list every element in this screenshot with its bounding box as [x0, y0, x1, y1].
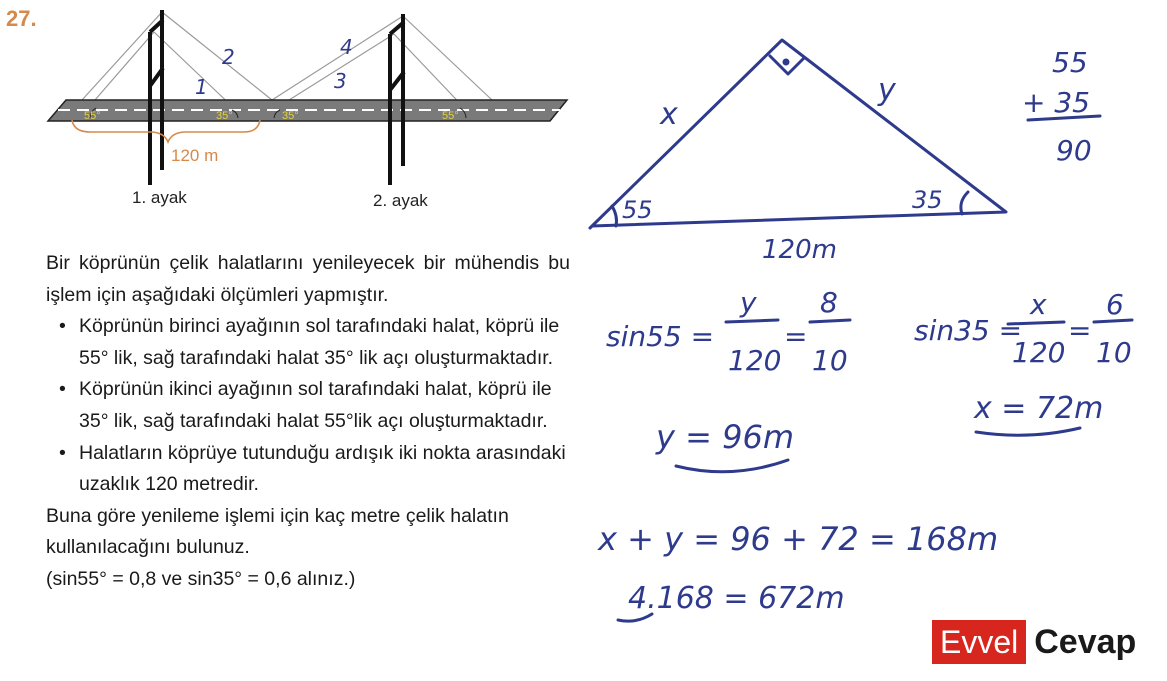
triangle-angle-35: 35	[912, 186, 943, 214]
list-item: • Köprünün ikinci ayağının sol tarafındaki halat, köprü ile 35° lik, sağ tarafındaki halat 55°lik açı oluşturmaktadır.	[46, 374, 570, 437]
angle-sum-b: + 35	[1022, 86, 1090, 119]
eq2-den: 120	[1012, 336, 1066, 369]
problem-text	[46, 248, 570, 596]
eq2-lhs: sin35 =	[914, 314, 1023, 347]
eq1-num2: 8	[820, 286, 838, 319]
angle-label-4: 55°	[442, 110, 459, 122]
triangle-side-y: y	[878, 73, 896, 108]
eq2-num: x	[1030, 288, 1047, 321]
cable-number-1: 1	[195, 75, 208, 99]
pillar-label-2: 2. ayak	[373, 191, 428, 210]
question-number: 27.	[6, 6, 37, 31]
result-y: y = 96m	[656, 418, 794, 456]
sum-equation: x + y = 96 + 72 = 168m	[598, 520, 999, 558]
cable-number-4: 4	[340, 35, 353, 59]
handwritten-solution	[580, 20, 1167, 630]
problem-intro: Bir köprünün çelik halatlarını yenileyecek bir mühendis bu işlem için aşağıdaki ölçümleri yapmıştır.	[46, 252, 570, 306]
triangle-angle-55: 55	[622, 196, 653, 224]
cables	[82, 12, 492, 114]
problem-question: Buna göre yenileme işlemi için kaç metre çelik halatın kullanılacağını bulunuz.	[46, 504, 509, 559]
cable-number-2: 2	[222, 45, 235, 69]
eq2-num2: 6	[1106, 288, 1124, 321]
logo-evvel: Evvel	[932, 620, 1026, 664]
logo-cevap: Cevap	[1034, 622, 1137, 661]
angle-label-3: 35°	[282, 110, 299, 122]
list-item: • Halatların köprüye tutunduğu ardışık iki nokta arasındaki uzaklık 120 metredir.	[46, 438, 570, 501]
measurement-list	[46, 311, 570, 501]
brand-logo	[932, 620, 1136, 664]
eq1-den2: 10	[812, 344, 848, 377]
eq1-num: y	[740, 286, 757, 319]
eq1-lhs: sin55 =	[606, 320, 715, 353]
list-item: • Köprünün birinci ayağının sol tarafındaki halat, köprü ile 55° lik, sağ tarafındaki halat 35° lik açı oluşturmaktadır.	[46, 311, 570, 374]
cable-number-3: 3	[334, 69, 347, 93]
pillar-1	[150, 10, 163, 185]
triangle-side-x: x	[660, 97, 678, 132]
span-brace	[72, 120, 260, 142]
angle-label-2: 35°	[216, 110, 233, 122]
final-answer: 4.168 = 672m	[628, 581, 845, 616]
eq1-den: 120	[728, 344, 782, 377]
given-values: (sin55° = 0,8 ve sin35° = 0,6 alınız.)	[46, 567, 356, 590]
angle-sum-a: 55	[1052, 46, 1088, 79]
eq2-eq2: =	[1068, 314, 1092, 347]
eq2-den2: 10	[1096, 336, 1132, 369]
span-label: 120 m	[171, 146, 219, 165]
result-x: x = 72m	[974, 391, 1104, 426]
pillar-label-1: 1. ayak	[132, 188, 187, 207]
eq1-eq2: =	[784, 320, 808, 353]
bridge-diagram	[40, 5, 580, 205]
triangle-base: 120m	[762, 235, 837, 265]
angle-label-1: 55°	[84, 110, 101, 122]
angle-sum-total: 90	[1056, 134, 1092, 167]
